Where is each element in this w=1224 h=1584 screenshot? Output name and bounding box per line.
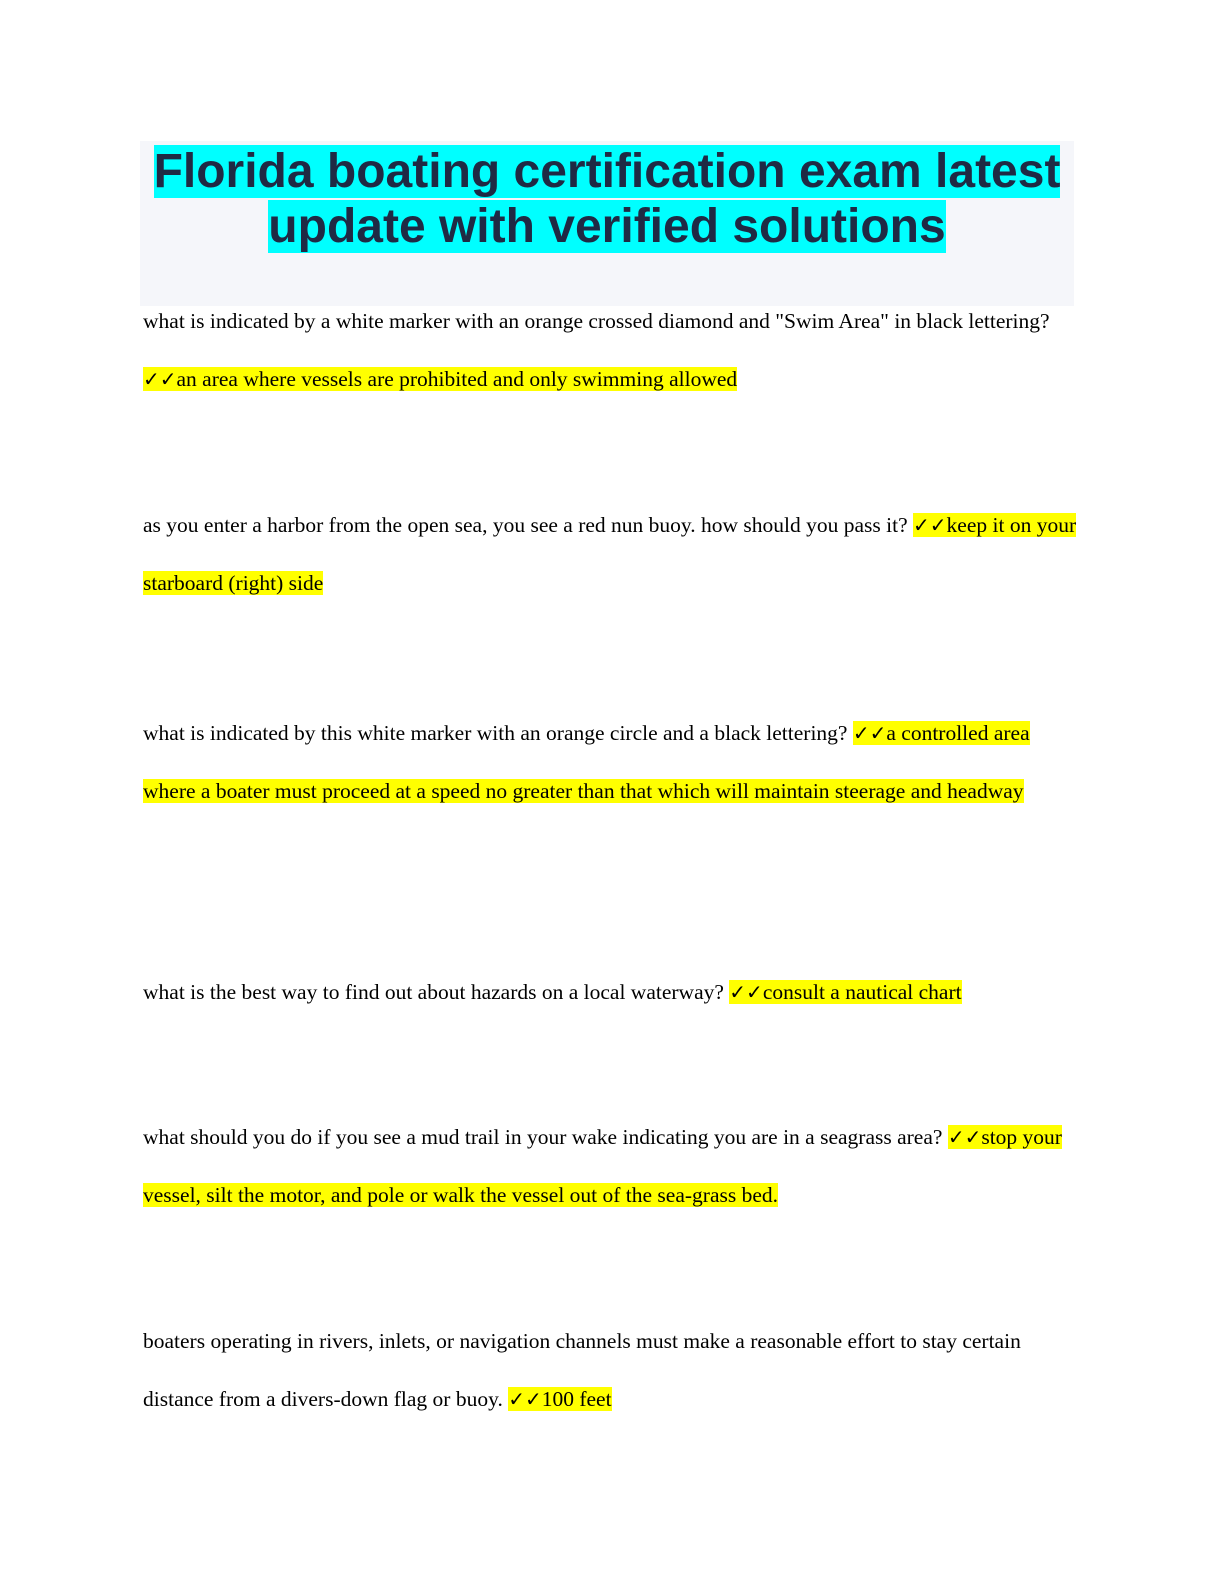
answer-text: consult a nautical chart	[762, 980, 962, 1004]
page-title	[140, 141, 1074, 254]
answer-highlight	[143, 367, 737, 391]
title-line-1: Florida boating certification exam latest	[153, 145, 1061, 198]
qa-item	[143, 1108, 1083, 1224]
question-text: boaters operating in rivers, inlets, or navigation channels must make a reasonable effort to stay certain distance from a divers-down flag or buoy.	[143, 1329, 1021, 1411]
double-check-icon: ✓✓	[729, 980, 763, 1004]
question-text: what is the best way to find out about hazards on a local waterway?	[143, 980, 724, 1004]
answer-text: an area where vessels are prohibited and only swimming allowed	[176, 367, 738, 391]
answer-highlight	[729, 980, 961, 1004]
double-check-icon: ✓✓	[508, 1387, 542, 1411]
title-banner	[140, 141, 1074, 306]
question-text: what is indicated by this white marker with an orange circle and a black lettering?	[143, 721, 848, 745]
qa-item	[143, 292, 1083, 408]
qa-item	[143, 1312, 1083, 1428]
double-check-icon: ✓✓	[913, 513, 947, 537]
question-text: what is indicated by a white marker with an orange crossed diamond and "Swim Area" in black lettering?	[143, 309, 1050, 333]
double-check-icon: ✓✓	[947, 1125, 982, 1149]
answer-text: a controlled area where a boater must proceed at a speed no greater than that which will maintain steerage and headway	[143, 721, 1030, 803]
answer-text: stop your vessel, silt the motor, and pole or walk the vessel out of the sea-grass bed.	[143, 1125, 1062, 1207]
question-text: as you enter a harbor from the open sea, you see a red nun buoy. how should you pass it?	[143, 513, 908, 537]
qa-item	[143, 963, 1083, 1021]
double-check-icon: ✓✓	[143, 367, 177, 391]
title-line-2: update with verified solutions	[268, 200, 946, 253]
qa-item	[143, 496, 1083, 612]
qa-item	[143, 704, 1083, 820]
answer-text: keep it on your starboard (right) side	[143, 513, 1077, 595]
double-check-icon: ✓✓	[852, 721, 887, 745]
answer-highlight	[508, 1387, 611, 1411]
answer-text: 100 feet	[541, 1387, 612, 1411]
question-text: what should you do if you see a mud trail in your wake indicating you are in a seagrass area?	[143, 1125, 943, 1149]
